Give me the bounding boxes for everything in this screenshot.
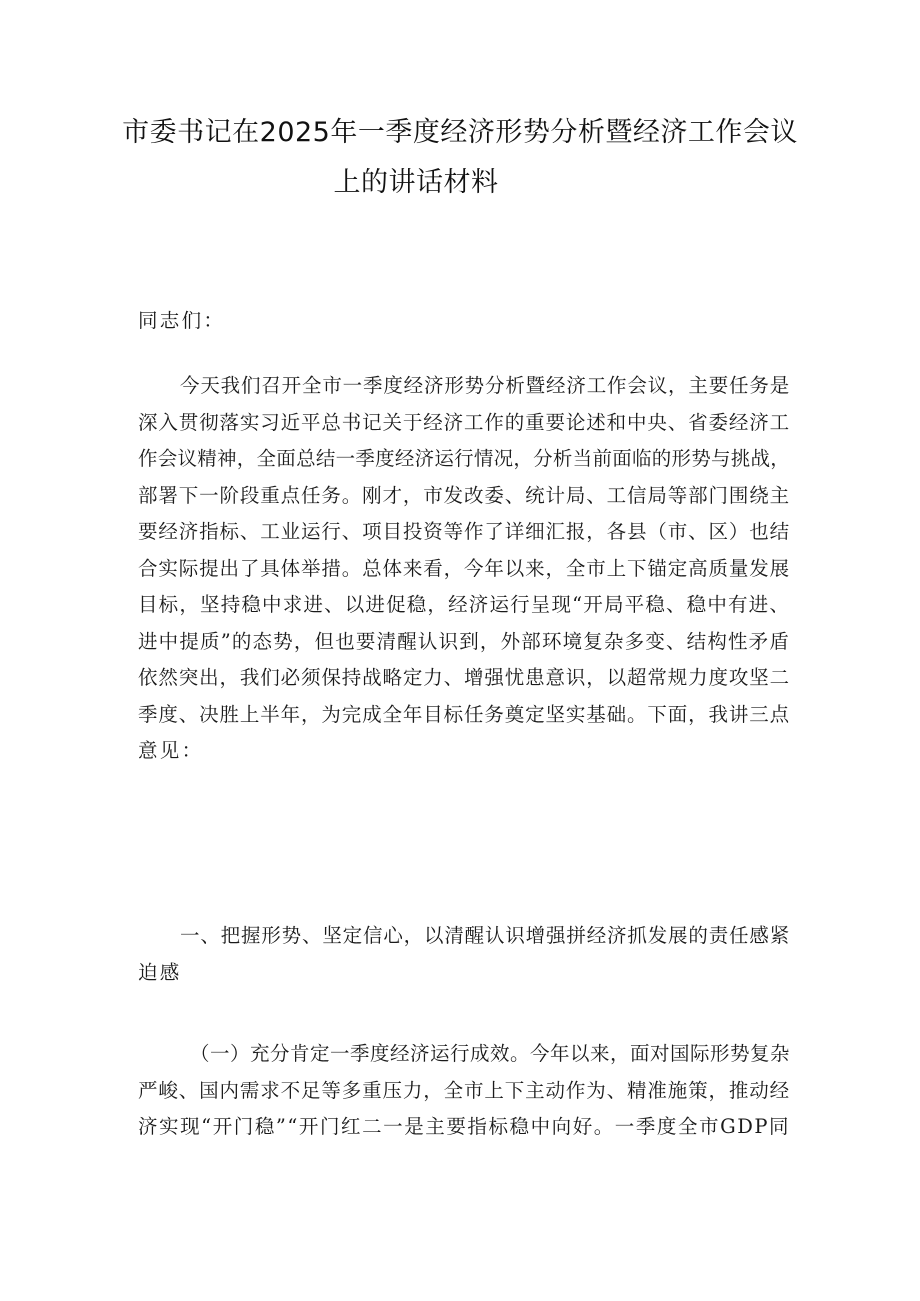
paragraph-line: 进中提质”的态势，但也要清醒认识到，外部环境复杂多变、结构性矛盾: [138, 629, 790, 653]
paragraph-line: 严峻、国内需求不足等多重压力，全市上下主动作为、精准施策，推动经: [138, 1078, 790, 1102]
paragraph-line: 今天我们召开全市一季度经济形势分析暨经济工作会议，主要任务是: [180, 374, 790, 397]
heading-line: 一、把握形势、坚定信心，以清醒认识增强拼经济抓发展的责任感紧: [180, 924, 790, 947]
paragraph-line: （一）充分肯定一季度经济运行成效。今年以来，面对国际形势复杂: [190, 1042, 790, 1065]
opening-paragraph: [138, 368, 790, 770]
paragraph-line: 目标，坚持稳中求进、以进促稳，经济运行呈现“开局平稳、稳中有进、: [138, 593, 790, 616]
paragraph-line: 季度、决胜上半年，为完成全年目标任务奠定坚实基础。下面，我讲三点: [138, 702, 790, 726]
title-line-1: 市委书记在2025年一季度经济形势分析暨经济工作会议: [122, 117, 798, 148]
paragraph-line: 部署下一阶段重点任务。刚才，市发改委、统计局、工信局等部门围绕主: [138, 483, 790, 507]
section-heading-1: [138, 918, 790, 991]
title-line-2: 上的讲话材料: [333, 167, 499, 198]
paragraph-line: 济实现“开门稳”“开门红二一是主要指标稳中向好。一季度全市GDP同: [138, 1115, 790, 1138]
document-title: [120, 108, 800, 208]
subsection-paragraph-1: [138, 1036, 790, 1146]
paragraph-line: 深入贯彻落实习近平总书记关于经济工作的重要论述和中央、省委经济工: [138, 410, 790, 434]
heading-line: 迫感: [138, 960, 182, 984]
paragraph-line: 意见：: [138, 739, 204, 762]
paragraph-line: 依然突出，我们必须保持战略定力、增强忧患意识，以超常规力度攻坚二: [138, 666, 790, 689]
paragraph-line: 合实际提出了具体举措。总体来看，今年以来，全市上下锚定高质量发展: [138, 556, 790, 580]
paragraph-line: 作会议精神，全面总结一季度经济运行情况，分析当前面临的形势与挑战，: [138, 447, 790, 470]
salutation: 同志们：: [138, 309, 226, 332]
paragraph-line: 要经济指标、工业运行、项目投资等作了详细汇报，各县（市、区）也结: [138, 520, 790, 543]
